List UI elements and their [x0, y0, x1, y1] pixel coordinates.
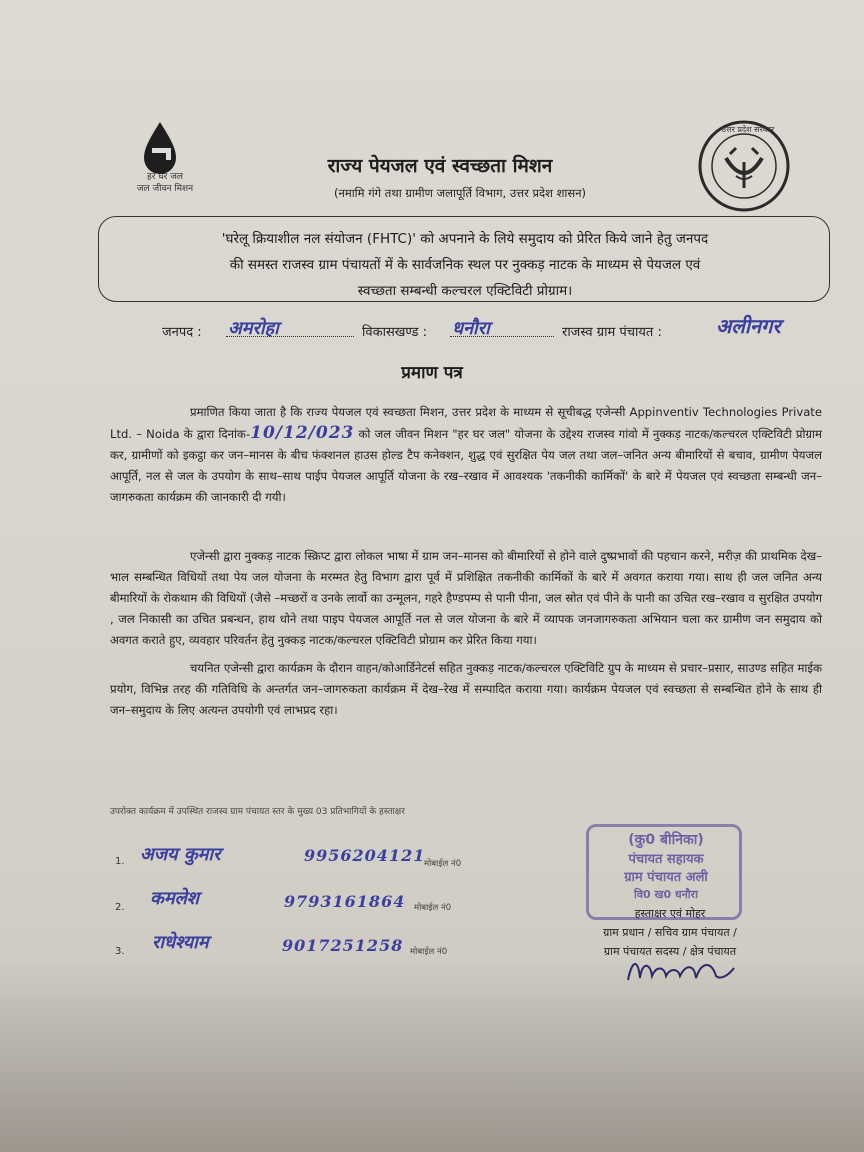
district-value: अमरोहा — [228, 318, 279, 339]
participant-1-phone: 9956204121 — [304, 846, 426, 865]
participants-lead: उपरोक्त कार्यक्रम में उपस्थित राजस्व ग्राम पंचायत स्तर के मुख्य 03 प्रतिभागियों के हस्ताक्षर — [110, 807, 405, 817]
roles-line-1: हस्ताक्षर एवं मोहर — [634, 907, 706, 920]
stamp-line-1: (कु0 बीनिका) — [628, 832, 704, 848]
paragraph-1 — [110, 402, 822, 508]
stamp-line-4: वि0 ख0 धनौरा — [634, 888, 698, 901]
banner-line-3: स्वच्छता सम्बन्धी कल्चरल एक्टिविटी प्रोग्राम। — [357, 283, 573, 299]
stamp-line-3: ग्राम पंचायत अली — [624, 870, 708, 885]
participant-2-name: कमलेश — [150, 888, 200, 909]
participant-2-mobile-label: मोबाईल नं0 — [414, 903, 452, 913]
certificate-title: प्रमाण पत्र — [401, 363, 463, 383]
program-banner-text — [110, 226, 820, 304]
paragraph-1-part-a: प्रमाणित किया जाता है कि राज्य पेयजल एवं स्वच्छता मिशन, उत्तर प्रदेश के माध्यम से सूचीबद्ध एजेन्सी Appinventiv Technologies Private Ltd. – Noida के द्वारा दिनांक- — [110, 405, 822, 441]
roles-line-3: ग्राम पंचायत सदस्य / क्षेत्र पंचायत — [603, 945, 737, 958]
logo-caption-2: जल जीवन मिशन — [136, 184, 194, 194]
logo-caption-1: हर घर जल — [147, 172, 183, 182]
block-value: धनौरा — [452, 318, 490, 339]
signature-icon — [620, 950, 740, 990]
participant-1-name: अजय कुमार — [140, 844, 221, 865]
seal-text: उत्तर प्रदेश सरकार — [721, 125, 775, 134]
participant-1-mobile-label: मोबाईल नं0 — [424, 859, 462, 869]
paragraph-2: एजेन्सी द्वारा नुक्कड़ नाटक स्क्रिप्ट द्वारा लोकल भाषा में ग्राम जन–मानस को बीमारियों से होने वाले दुष्प्रभावों की पहचान करने, मरीज़ की प्राथमिक देख–भाल सम्बन्धित विधियों तथा पेय जल योजना के मरम्मत हेतु विभाग द्वारा पूर्व में प्रशिक्षित तकनीकी कार्मिकों के बारे में अवगत कराया गया। साथ ही जल जनित अन्य बीमारियों के रोकथाम की विधियों (जैसे –मच्छरों व उनके लार्वो का उन्मूलन, गहरे हैण्डपम्प से पानी पीना, जल स्रोत एवं पीने के पानी का उचित रख–रखाव व सुरक्षित उपयोग , जल निकासी का उचित प्रबन्धन, हाथ धोने तथा पाइप पेयजल आपूर्ति नल से जल योजना के बारे में व्यापक जनजागरुकता अभियान चला कर ग्रामीण जन समुदाय को अवगत कराते हुए, व्यवहार परिवर्तन हेतु नुक्कड़ नाटक/कल्चरल एक्टिविटी प्रोग्राम कर प्रेरित किया गया। — [110, 549, 822, 647]
roles-line-2: ग्राम प्रधान / सचिव ग्राम पंचायत / — [603, 926, 737, 939]
paragraph-3: चयनित एजेन्सी द्वारा कार्यक्रम के दौरान वाहन/कोआर्डिनेटर्स सहित नुक्कड़ नाटक/कल्चरल एक्टिविटि ग्रुप के माध्यम से प्रचार–प्रसार, साउण्ड सहित माईक प्रयोग, विभिन्न तरह की गतिविधि के अन्तर्गत जन–जागरुकता कार्यक्रम में देख–रेख में सम्पादित कराया गया। कार्यक्रम पेयजल एवं स्वच्छता से सम्बन्धित होने के साथ ही जन–समुदाय के लिए अत्यन्त उपयोगी एवं लाभप्रद रहा। — [110, 661, 822, 717]
page-title: राज्य पेयजल एवं स्वच्छता मिशन — [327, 155, 553, 177]
panchayat-value: अलीनगर — [716, 314, 781, 338]
block-dots — [450, 336, 554, 337]
page-subtitle: (नमामि गंगे तथा ग्रामीण जलापूर्ति विभाग, उत्तर प्रदेश शासन) — [333, 186, 587, 200]
participant-3-num: 3. — [115, 946, 125, 957]
participant-3-name: राधेश्याम — [152, 932, 209, 953]
panchayat-label: राजस्व ग्राम पंचायत : — [562, 325, 662, 340]
stamp-line-2: पंचायत सहायक — [628, 852, 704, 867]
participant-1-num: 1. — [115, 856, 125, 867]
participant-3-mobile-label: मोबाईल नं0 — [410, 947, 448, 957]
district-dots — [226, 336, 354, 337]
event-date: 10/12/023 — [250, 423, 355, 443]
district-label: जनपद : — [162, 325, 202, 340]
paragraph-1-part-b: को जल जीवन मिशन "हर घर जल" योजना के उद्देश्य राजस्व गांवो में नुक्कड़ नाटक/कल्चरल एक्टिविटी प्रोग्राम कर, ग्रामीणों को इकट्ठा कर जन–मानस के बीच फंक्शनल हाउस होल्ड टैप कनेक्शन, शुद्ध एवं सुरक्षित पेय जल तथा जल–जनित अन्य बीमारियों से बचाव, ग्रामीण पेयजल आपूर्ति, नल से जल के उपयोग के साथ–साथ पाईप पेयजल आपूर्ति योजना के रख–रखाव में आवश्यक 'तकनीकी कार्मिकों' के बारे में पेयजल एवं स्वच्छता सम्बन्धी जन–जागरुकता कार्यक्रम की जानकारी दी गयी। — [110, 427, 822, 504]
banner-line-1: 'घरेलू क्रियाशील नल संयोजन (FHTC)' को अपनाने के लिये समुदाय को प्रेरित किये जाने हेतु जनपद — [221, 231, 709, 247]
block-label: विकासखण्ड : — [362, 325, 428, 340]
banner-line-2: की समस्त राजस्व ग्राम पंचायतों में के सार्वजनिक स्थल पर नुक्कड़ नाटक के माध्यम से पेयजल एवं — [229, 257, 701, 273]
participant-2-phone: 9793161864 — [284, 892, 406, 911]
participant-2-num: 2. — [115, 902, 125, 913]
participant-3-phone: 9017251258 — [282, 936, 404, 955]
